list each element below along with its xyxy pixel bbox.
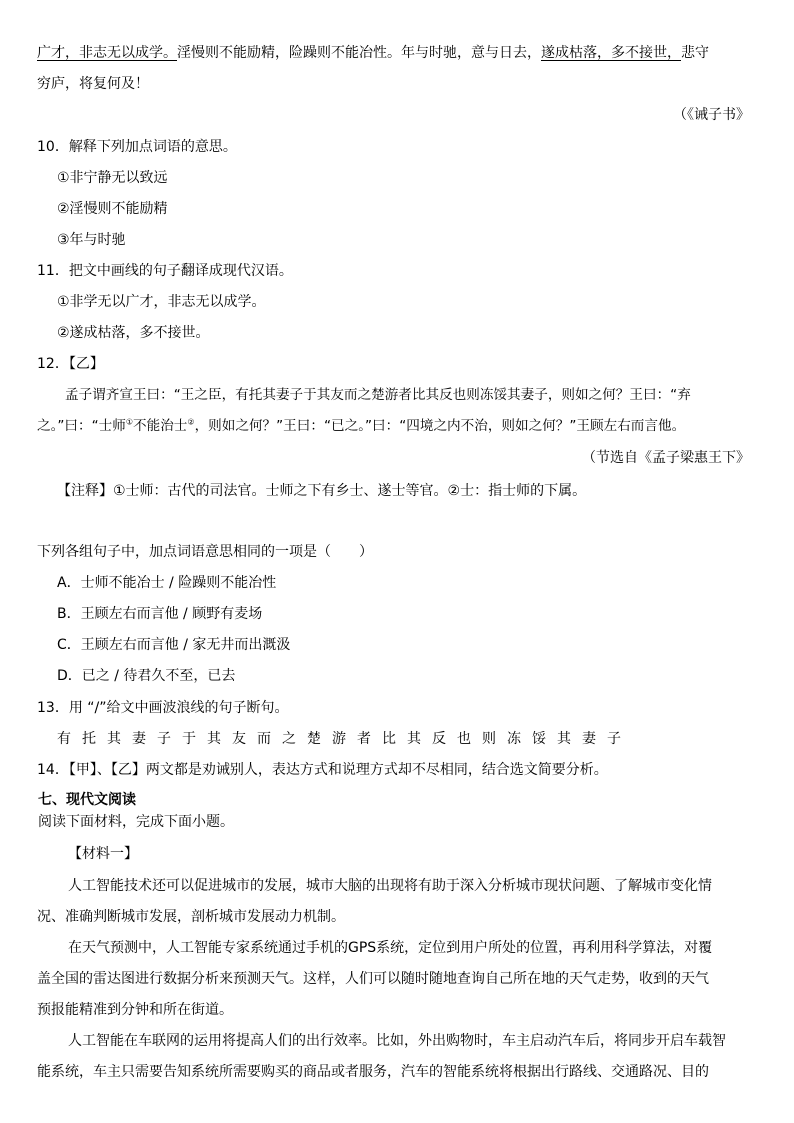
option-a: A．士师不能冶士 / 险躁则不能冶性 [57, 575, 277, 591]
question-14-stem: 14．【甲】、【乙】两文都是劝诫别人，表达方式和说理方式却不尽相同，结合选文简要分析。 [37, 762, 608, 778]
note-marker-2: ② [187, 417, 195, 427]
passage-text: 淫慢则不能励精，险躁则不能冶性。年与时驰，意与日去， [177, 45, 541, 61]
material-1-label: 【材料一】 [68, 846, 138, 862]
material-1-p2-line-1: 在天气预测中，人工智能专家系统通过手机的GPS系统，定位到用户所处的位置，再利用科学算法，对覆 [68, 940, 713, 956]
question-10-stem: 10．解释下列加点词语的意思。 [37, 139, 237, 155]
question-10-item-2: ②淫慢则不能励精 [57, 201, 168, 217]
passage-line-1 [37, 43, 757, 63]
material-1-p1-line-2: 况、准确判断城市发展，剖析城市发展动力机制。 [37, 909, 345, 925]
question-12-ask: 下列各组句子中，加点词语意思相同的一项是（ ） [37, 544, 373, 560]
passage-text: 不能治士 [133, 418, 188, 434]
passage-yi-note: 【注释】①士师：古代的司法官。士师之下有乡士、遂士等官。②士：指士师的下属。 [57, 483, 587, 499]
question-13-stem: 13．用 “/”给文中画波浪线的句子断句。 [37, 700, 289, 716]
passage-source: （《诫子书》 [673, 107, 750, 123]
option-d: D．已之 / 待君久不至，已去 [57, 668, 236, 684]
question-13-sentence: 有托其妻子于其友而之楚游者比其反也则冻馁其妻子 [57, 731, 632, 747]
section-7-title: 七、现代文阅读 [38, 792, 136, 808]
passage-text: ，则如之何？”王曰：“已之。”曰：“四境之内不治，则如之何？”王顾左右而言他。 [194, 418, 686, 434]
passage-yi-line-1: 孟子谓齐宣王曰：“王之臣，有托其妻子于其友而之楚游者比其反也则冻馁其妻子，则如之何？王曰：“弃 [65, 387, 691, 403]
question-11-item-2: ②遂成枯落，多不接世。 [57, 325, 210, 341]
question-12-stem: 12．【乙】 [37, 356, 104, 372]
option-b: B．王顾左右而言他 / 顾野有麦场 [57, 606, 263, 622]
section-7-intro: 阅读下面材料，完成下面小题。 [38, 814, 234, 830]
underlined-sentence-1: 广才，非志无以成学。 [37, 45, 177, 61]
passage-line-2: 穷庐，将复何及！ [37, 76, 149, 92]
passage-text: 之。”曰：“士师 [37, 418, 126, 434]
material-1-p2-line-2: 盖全国的雷达图进行数据分析来预测天气。这样，人们可以随时随地查询自己所在地的天气走势，收到的天气 [37, 971, 709, 987]
underlined-sentence-2: 遂成枯落，多不接世， [541, 45, 681, 61]
question-10-item-1: ①非宁静无以致远 [57, 170, 168, 186]
question-11-item-1: ①非学无以广才，非志无以成学。 [57, 294, 266, 310]
material-1-p2-line-3: 预报能精准到分钟和所在街道。 [37, 1002, 233, 1018]
note-marker-1: ① [125, 417, 134, 427]
passage-text: 悲守 [681, 45, 709, 61]
question-10-item-3: ③年与时驰 [57, 232, 126, 248]
option-c: C．王顾左右而言他 / 家无井而出溉汲 [57, 637, 291, 653]
passage-yi-line-2 [37, 416, 757, 436]
passage-yi-source: （节选自《孟子梁惠王下》 [582, 450, 750, 466]
material-1-p3-line-2: 能系统，车主只需要告知系统所需要购买的商品或者服务，汽车的智能系统将根据出行路线、交通路况、目的 [37, 1064, 709, 1080]
material-1-p3-line-1: 人工智能在车联网的运用将提高人们的出行效率。比如，外出购物时，车主启动汽车后，将同步开启车载智 [68, 1033, 726, 1049]
material-1-p1-line-1: 人工智能技术还可以促进城市的发展，城市大脑的出现将有助于深入分析城市现状问题、了解城市变化情 [68, 878, 712, 894]
question-11-stem: 11．把文中画线的句子翻译成现代汉语。 [37, 263, 293, 279]
